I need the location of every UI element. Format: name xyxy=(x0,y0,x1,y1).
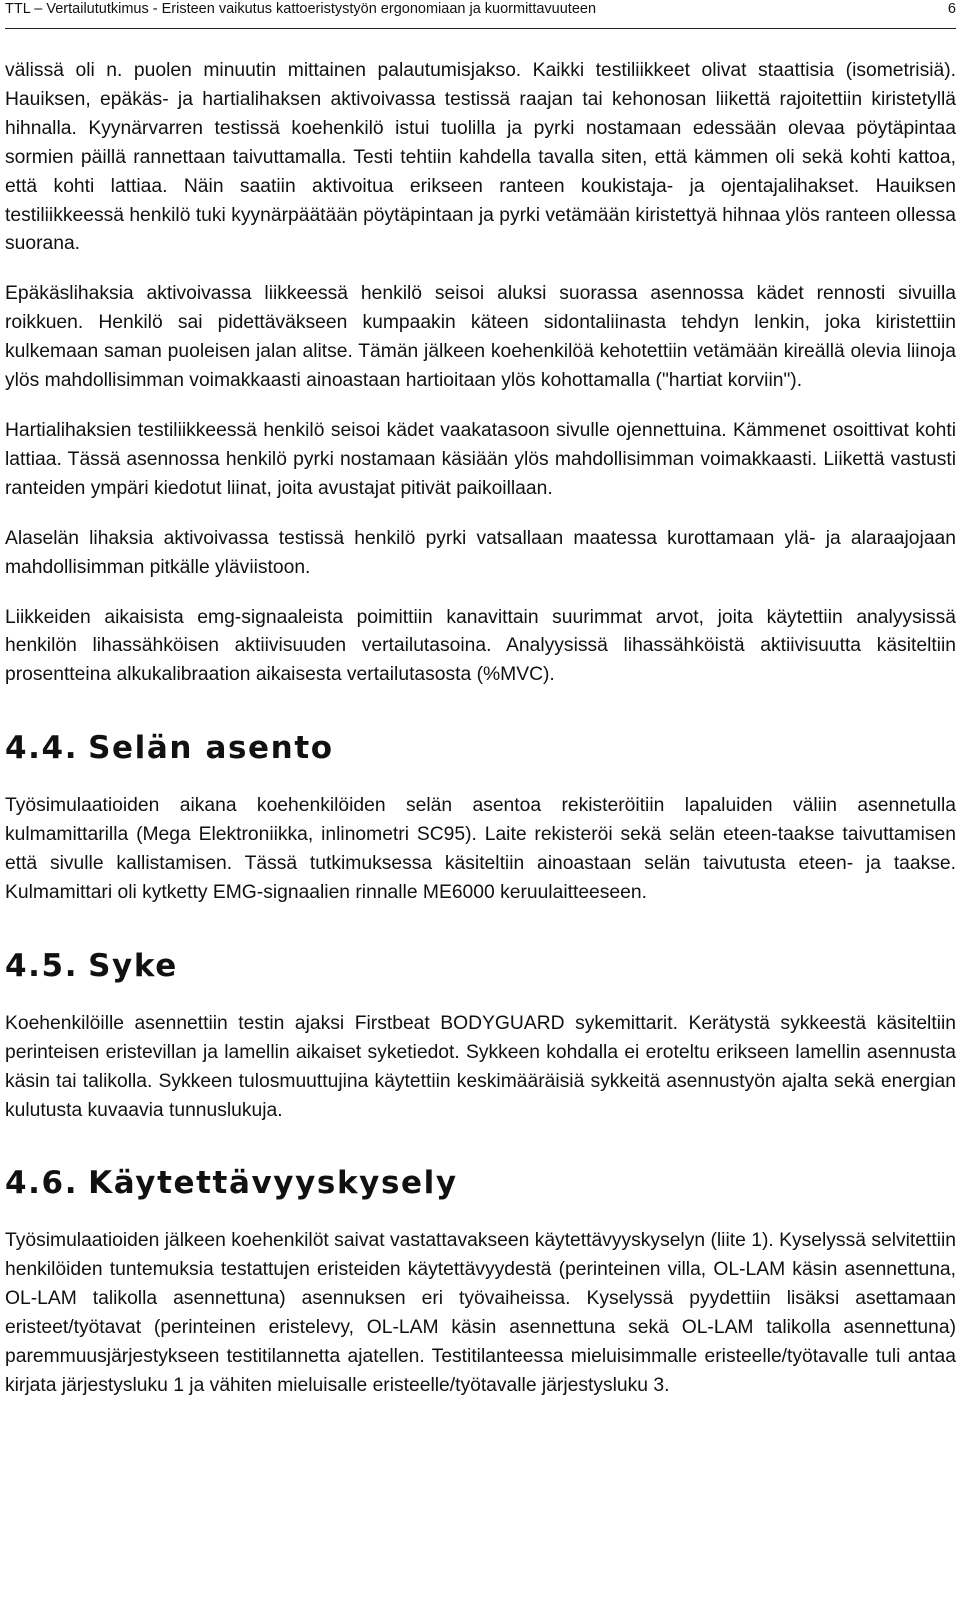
section-title: Syke xyxy=(88,947,178,984)
running-header xyxy=(5,0,956,29)
paragraph-emg-analysis: Liikkeiden aikaisista emg-signaaleista poimittiin kanavittain suurimmat arvot, joita käytettiin analyysissä henkilön lihassähköisen aktiivisuuden vertailutasoina. Analyysissä lihassähköistä aktiivisuutta käsiteltiin prosentteina alkukalibraation aikaisesta vertailutasosta (%MVC). xyxy=(5,606,956,686)
paragraph-heart-rate: Koehenkilöille asennettiin testin ajaksi Firstbeat BODYGUARD sykemittarit. Kerätystä sykkeestä käsiteltiin perinteisen eristevillan ja lamellin aikaiset syketiedot. Sykkeen kohdalla ei eroteltu erikseen lamellin asennusta käsin tai talikolla. Sykkeen tulosmuuttujina käytettiin keskimääräisiä sykkeitä asennustyön ajalta sekä energian kulutusta kuvaavia tunnuslukuja. xyxy=(5,1012,956,1121)
section-heading-back-posture xyxy=(5,730,956,766)
section-title: Selän asento xyxy=(88,730,334,767)
page-number: 6 xyxy=(947,1,956,17)
section-number: 4.6. xyxy=(5,1165,79,1202)
paragraph-usability-survey: Työsimulaatioiden jälkeen koehenkilöt saivat vastattavakseen käytettävyyskyselyn (liite 1). Kyselyssä selvitettiin henkilöiden tuntemuksia testattujen eristeiden käytettävyydestä (perinteinen villa, OL-LAM käsin asennettuna, OL-LAM talikolla asennettuna) asennuksen eri työvaiheissa. Kyselyssä pyydettiin lisäksi asettamaan eristeet/työtavat (perinteinen eristelevy, OL-LAM käsin asennettuna sekä OL-LAM talikolla asennettuna) paremmuusjärjestykseen testitilannetta ajatellen. Testitilanteessa mieluisimmalle eristeelle/työtavalle tuli antaa kirjata järjestysluku 1 ja vähiten mieluisalle eristeelle/työtavalle järjestysluku 3. xyxy=(5,1230,956,1396)
header-title: TTL – Vertailututkimus - Eristeen vaikutus kattoeristystyön ergonomiaan ja kuormittavuuteen xyxy=(5,1,597,17)
document-page xyxy=(5,0,956,1422)
section-heading-heart-rate xyxy=(5,948,956,984)
section-number: 4.4. xyxy=(5,730,79,767)
section-title: Käytettävyyskysely xyxy=(88,1165,458,1202)
section-heading-usability-survey xyxy=(5,1165,956,1201)
paragraph-lower-back-test: Alaselän lihaksia aktivoivassa testissä henkilö pyrki vatsallaan maatessa kurottamaan ylä- ja alaraajojaan mahdollisimman pitkälle yläviistoon. xyxy=(5,527,956,578)
paragraph-back-posture: Työsimulaatioiden aikana koehenkilöiden selän asentoa rekisteröitiin lapaluiden väliin asennetulla kulmamittarilla (Mega Elektroniikka, inlinometri SC95). Laite rekisteröi sekä selän eteen-taakse taivuttamisen että sivulle kallistamisen. Tässä tutkimuksessa käsiteltiin ainoastaan selän taivutusta eteen- ja taakse. Kulmamittari oli kytketty EMG-signaalien rinnalle ME6000 keruulaitteeseen. xyxy=(5,795,956,903)
body-text xyxy=(5,57,956,1401)
paragraph-shoulder-test: Hartialihaksien testiliikkeessä henkilö seisoi kädet vaakatasoon sivulle ojennettuina. Kämmenet osoittivat kohti lattiaa. Tässä asennossa henkilö pyrki nostamaan käsiään ylös mahdollisimman voimakkaasti. Liikettä vastusti ranteiden ympäri kiedotut liinat, joita avustajat pitivät paikoillaan. xyxy=(5,419,956,499)
paragraph-trapezius-test: Epäkäslihaksia aktivoivassa liikkeessä henkilö seisoi aluksi suorassa asennossa kädet rennosti sivuilla roikkuen. Henkilö sai pidettäväkseen kumpaakin käteen sidontaliinasta tehdyn lenkin, joka kiristettiin kulkemaan saman puoleisen jalan alitse. Tämän jälkeen koehenkilöä kehotettiin vetämään kireällä olevia liinoja ylös mahdollisimman voimakkaasti ainoastaan hartioitaan ylös kohottamalla ("hartiat korviin"). xyxy=(5,283,956,392)
paragraph-test-movements: välissä oli n. puolen minuutin mittainen palautumisjakso. Kaikki testiliikkeet olivat staattisia (isometrisiä). Hauiksen, epäkäs- ja hartialihaksen aktivoivassa testissä raajan tai kehonosan liikettä rajoitettiin kiristetyllä hihnalla. Kyynärvarren testissä koehenkilö istui tuolilla ja pyrki nostamaan edessään olevaa pöytäpintaa sormien päillä rannettaan taivuttamalla. Testi tehtiin kahdella tavalla siten, että kämmen oli sekä kohti kattoa, että kohti lattiaa. Näin saatiin aktivoitua erikseen ranteen koukistaja- ja ojentajalihakset. Hauiksen testiliikkeessä henkilö tuki kyynärpäätään pöytäpintaan ja pyrki vetämään kiristettyä hihnaa ylös ranteen ollessa suorana. xyxy=(5,60,956,255)
section-number: 4.5. xyxy=(5,947,79,984)
